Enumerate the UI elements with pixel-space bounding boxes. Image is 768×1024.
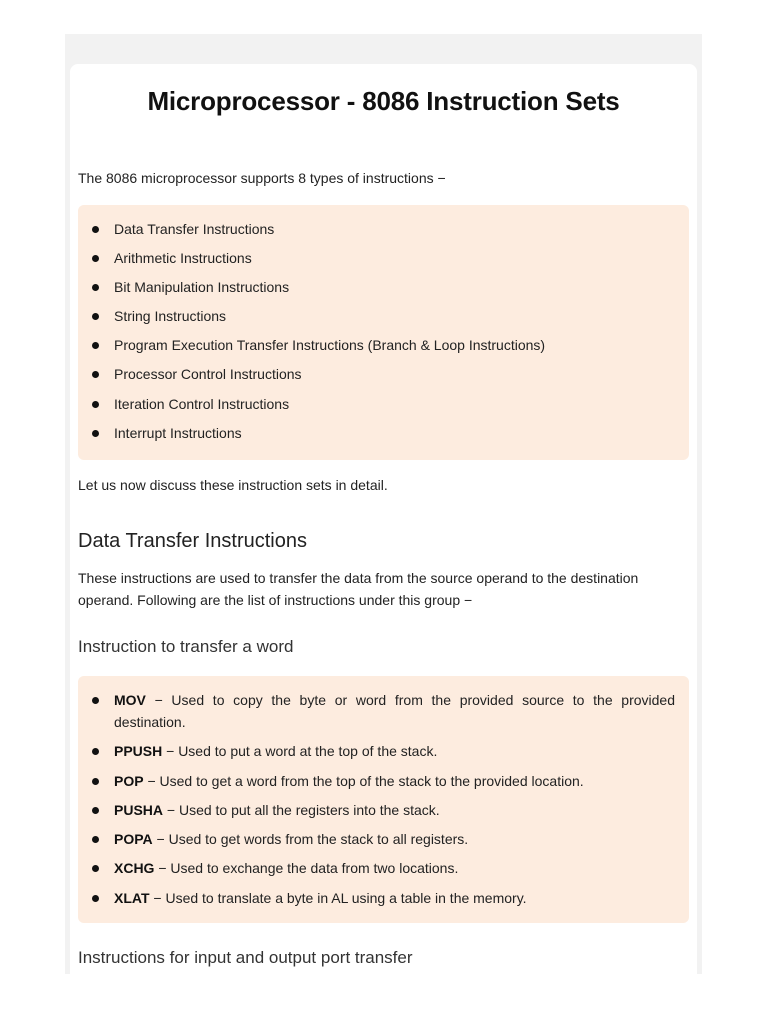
- word-transfer-list: [78, 676, 689, 909]
- instruction-name: POP: [114, 772, 144, 789]
- list-item: [78, 799, 689, 821]
- instruction-name: PPUSH: [114, 743, 163, 760]
- subheading-transfer-word: Instruction to transfer a word: [78, 637, 294, 656]
- list-item: Interrupt Instructions: [78, 422, 689, 444]
- page-title: Microprocessor - 8086 Instruction Sets: [147, 86, 620, 116]
- section-heading-data-transfer: Data Transfer Instructions: [78, 530, 307, 552]
- instruction-desc: − Used to translate a byte in AL using a table in the memory.: [149, 889, 527, 906]
- list-item: Processor Control Instructions: [78, 363, 689, 385]
- section-description: These instructions are used to transfer the data from the source operand to the destination operand. Following are the list of instructions under this group −: [78, 570, 639, 608]
- instruction-desc: − Used to get words from the stack to all registers.: [152, 831, 469, 848]
- list-item: Iteration Control Instructions: [78, 393, 689, 415]
- list-item: String Instructions: [78, 305, 689, 327]
- article-card: [70, 64, 697, 974]
- list-item: [78, 857, 689, 879]
- instruction-types-list: [78, 205, 689, 444]
- instruction-desc: − Used to exchange the data from two locations.: [154, 860, 459, 877]
- subheading-port-transfer: Instructions for input and output port transfer: [78, 948, 413, 967]
- instruction-desc: − Used to put all the registers into the stack.: [163, 801, 440, 818]
- list-item: Program Execution Transfer Instructions (Branch & Loop Instructions): [78, 334, 689, 356]
- list-item: Data Transfer Instructions: [78, 218, 689, 240]
- instruction-desc: − Used to get a word from the top of the stack to the provided location.: [143, 772, 584, 789]
- page-frame: [65, 34, 702, 974]
- word-transfer-box: [78, 676, 689, 923]
- list-item: [78, 828, 689, 850]
- instruction-name: PUSHA: [114, 801, 164, 818]
- instruction-name: XCHG: [114, 860, 155, 877]
- intro-text: The 8086 microprocessor supports 8 types of instructions −: [78, 170, 446, 186]
- list-item: Arithmetic Instructions: [78, 247, 689, 269]
- list-item: [78, 770, 689, 792]
- instruction-types-box: [78, 205, 689, 460]
- list-item: [78, 689, 689, 733]
- list-item: [78, 887, 689, 909]
- discuss-text: Let us now discuss these instruction sets in detail.: [78, 477, 388, 493]
- instruction-name: MOV: [114, 692, 146, 708]
- instruction-desc: − Used to put a word at the top of the stack.: [162, 743, 438, 760]
- list-item: [78, 740, 689, 762]
- list-item: Bit Manipulation Instructions: [78, 276, 689, 298]
- instruction-name: XLAT: [114, 889, 150, 906]
- instruction-name: POPA: [114, 831, 153, 848]
- instruction-desc: − Used to copy the byte or word from the provided source to the provided destination.: [114, 692, 675, 730]
